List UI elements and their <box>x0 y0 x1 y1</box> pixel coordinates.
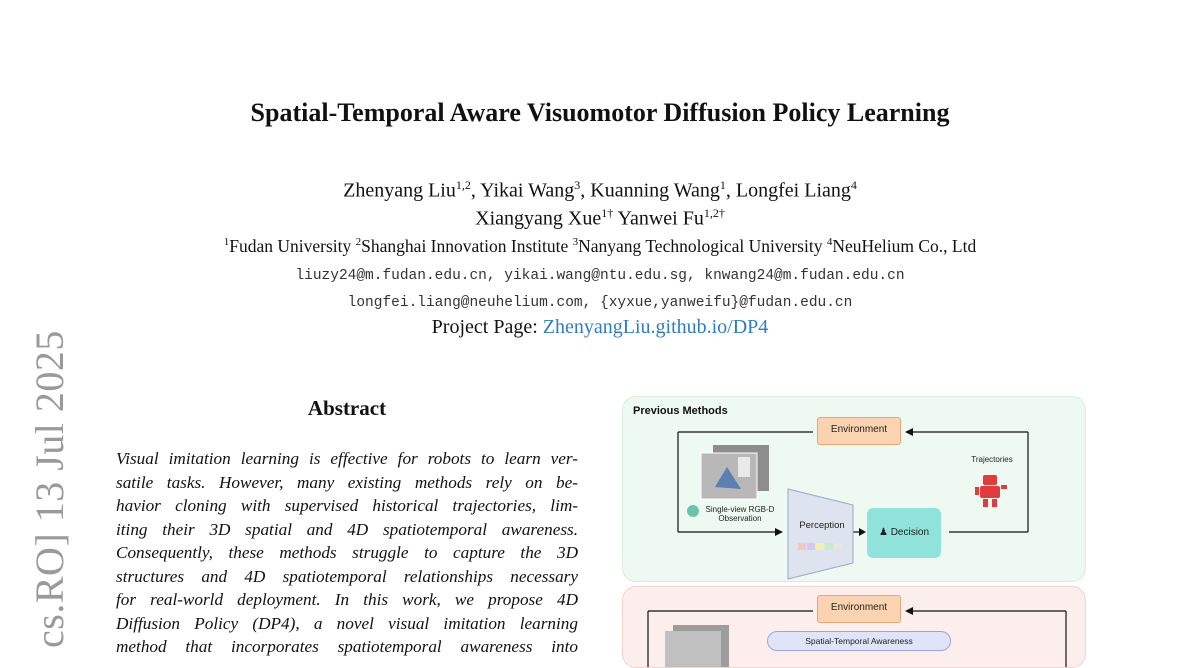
emails-line-1: liuzy24@m.fudan.edu.cn, yikai.wang@ntu.edu.sg, knwang24@m.fudan.edu.cn <box>295 268 905 284</box>
abstract-line: havior cloning with supervised historical trajectories, lim- <box>116 496 578 515</box>
author-name: Yanwei Fu <box>617 207 704 230</box>
observation-icon <box>687 505 699 517</box>
affiliation-marker: 3 <box>572 236 579 249</box>
abstract-line: satile tasks. However, many existing methods rely on be- <box>116 472 578 492</box>
robot-icon <box>975 475 1007 507</box>
decision-label: Decision <box>890 527 930 538</box>
environment-box-2: Environment <box>817 595 901 623</box>
abstract-line: for real-world deployment. In this work, we propose 4D <box>116 590 578 609</box>
authors-line-2 <box>0 206 1200 231</box>
author-name: Xiangyang Xue <box>475 207 602 230</box>
abstract-heading: Abstract <box>307 396 387 420</box>
author-affiliation-marker: 3 <box>574 178 581 192</box>
author-affiliation-marker: 1† <box>601 206 614 220</box>
affiliations <box>0 236 1200 257</box>
previous-methods-panel <box>622 396 1086 582</box>
project-label: Project Page: <box>431 316 543 338</box>
previous-methods-label: Previous Methods <box>633 405 728 417</box>
author-affiliation-marker: 1,2 <box>455 178 471 192</box>
affiliation-name: Fudan University <box>229 236 356 256</box>
author-name: Kuanning Wang <box>590 179 720 202</box>
affiliation-marker: 1 <box>223 236 230 249</box>
author-name: Longfei Liang <box>735 179 851 202</box>
proposed-method-panel <box>622 586 1086 668</box>
affiliation-marker: 4 <box>826 236 833 249</box>
abstract-line: Diffusion Policy (DP4), a novel visual imitation learning <box>116 613 578 633</box>
abstract-body <box>116 447 578 659</box>
authors-line-1 <box>0 178 1200 203</box>
environment-box: Environment <box>817 417 901 445</box>
project-link[interactable]: ZhenyangLiu.github.io/DP4 <box>542 316 769 338</box>
affiliation-marker: 2 <box>355 236 362 249</box>
author-name: Zhenyang Liu <box>343 179 456 202</box>
perception-label: Perception <box>799 520 845 531</box>
abstract-line: method that incorporates spatiotemporal awareness into <box>116 637 578 656</box>
decision-box <box>867 508 941 558</box>
author-affiliation-marker: 4 <box>850 178 857 192</box>
emails-line-2: longfei.liang@neuhelium.com, {xyxue,yanweifu}@fudan.edu.cn <box>347 295 853 311</box>
project-page <box>0 316 1200 339</box>
abstract-line: iting their 3D spatial and 4D spatiotemporal awareness. <box>116 519 578 539</box>
method-figure <box>622 396 1086 648</box>
abstract-line: Consequently, these methods struggle to capture the 3D <box>116 543 578 562</box>
observation-label: Single-view RGB-D Observation <box>705 505 775 523</box>
trajectories-label: Trajectories <box>971 455 1013 464</box>
abstract-line: Visual imitation learning is effective for robots to learn ver- <box>116 449 578 468</box>
spatial-temporal-awareness-box: Spatial-Temporal Awareness <box>767 631 951 651</box>
paper-title: Spatial-Temporal Aware Visuomotor Diffusion Policy Learning <box>250 98 950 127</box>
author-separator: , <box>470 179 481 202</box>
author-name: Yikai Wang <box>480 179 575 202</box>
author-affiliation-marker: 1 <box>719 178 726 192</box>
affiliation-name: NeuHelium Co., Ltd <box>832 236 977 256</box>
decision-icon: ♟ <box>878 527 888 538</box>
arxiv-side-stamp: cs.RO] 13 Jul 2025 <box>27 330 72 648</box>
author-separator: , <box>725 179 736 202</box>
author-affiliation-marker: 1,2† <box>703 206 725 220</box>
affiliation-name: Shanghai Innovation Institute <box>361 236 573 256</box>
affiliation-name: Nanyang Technological University <box>578 236 827 256</box>
abstract-line: structures and 4D spatiotemporal relationships necessary <box>116 566 578 586</box>
author-separator: , <box>580 179 591 202</box>
